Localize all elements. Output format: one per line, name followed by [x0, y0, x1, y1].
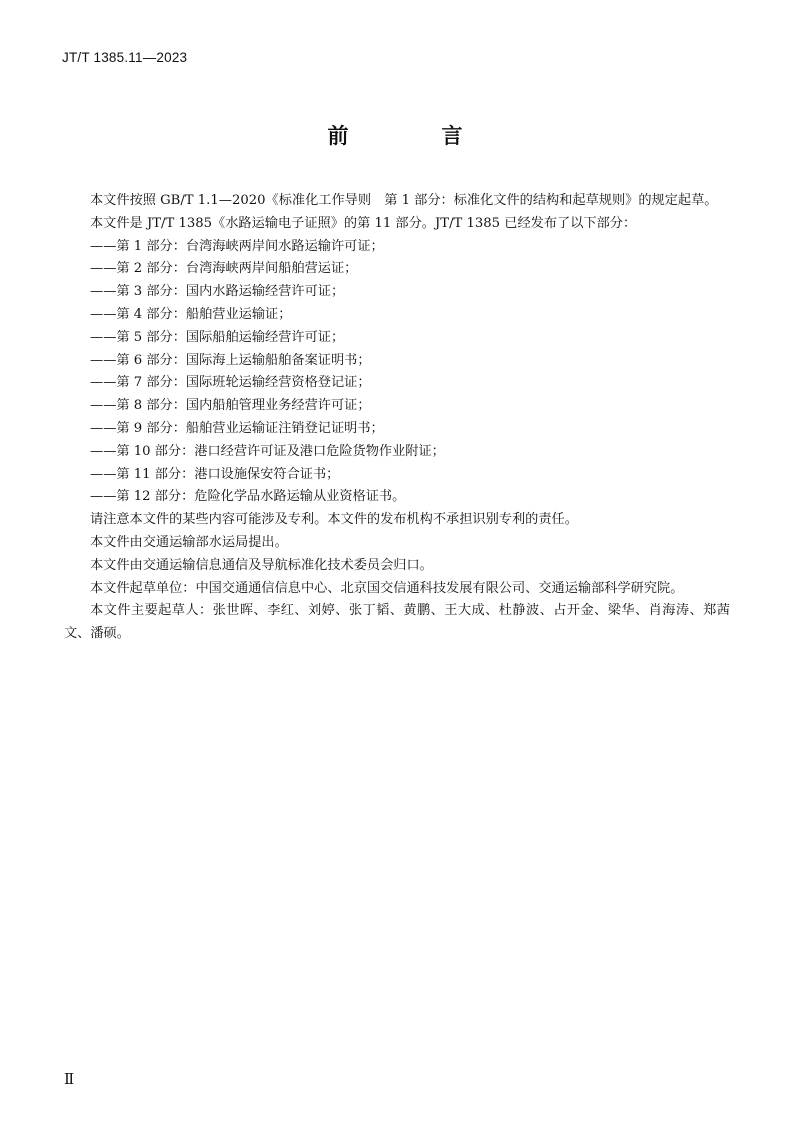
- paragraph-patent-notice: 请注意本文件的某些内容可能涉及专利。本文件的发布机构不承担识别专利的责任。: [90, 512, 578, 528]
- list-item-part-12: ——第 12 部分：危险化学品水路运输从业资格证书。: [90, 489, 406, 505]
- list-item-part-6: ——第 6 部分：国际海上运输船舶备案证明书；: [90, 352, 371, 368]
- paragraph-series-intro: 本文件是 JT/T 1385《水路运输电子证照》的第 11 部分。JT/T 1385 已经发布了以下部分：: [90, 215, 637, 231]
- paragraph-proposed-by: 本文件由交通运输部水运局提出。: [90, 534, 288, 550]
- page-title: 前 言: [327, 124, 499, 148]
- list-item-part-7: ——第 7 部分：国际班轮运输经营资格登记证；: [90, 375, 371, 391]
- list-item-part-11: ——第 11 部分：港口设施保安符合证书；: [90, 466, 340, 482]
- paragraph-drafting-rules: 本文件按照 GB/T 1.1—2020《标准化工作导则 第 1 部分：标准化文件的结构和起草规则》的规定起草。: [90, 193, 718, 208]
- list-item-part-1: ——第 1 部分：台湾海峡两岸间水路运输许可证；: [90, 238, 384, 254]
- document-body: [64, 190, 730, 646]
- paragraph-drafters: 本文件主要起草人：张世晖、李红、刘婷、张丁韬、黄鹏、王大成、杜静波、占开金、梁华、肖海涛、郑茜文、潘硕。: [64, 603, 730, 642]
- paragraph-drafting-units: 本文件起草单位：中国交通通信信息中心、北京国交信通科技发展有限公司、交通运输部科学研究院。: [90, 580, 684, 596]
- list-item-part-4: ——第 4 部分：船舶营业运输证；: [90, 306, 292, 322]
- paragraph-administered-by: 本文件由交通运输信息通信及导航标准化技术委员会归口。: [90, 557, 433, 573]
- standard-code: JT/T 1385.11—2023: [62, 50, 188, 65]
- list-item-part-5: ——第 5 部分：国际船舶运输经营许可证；: [90, 329, 345, 345]
- list-item-part-10: ——第 10 部分：港口经营许可证及港口危险货物作业附证；: [90, 443, 445, 459]
- list-item-part-8: ——第 8 部分：国内船舶管理业务经营许可证；: [90, 398, 371, 414]
- list-item-part-9: ——第 9 部分：船舶营业运输证注销登记证明书；: [90, 420, 384, 436]
- list-item-part-2: ——第 2 部分：台湾海峡两岸间船舶营运证；: [90, 261, 358, 277]
- list-item-part-3: ——第 3 部分：国内水路运输经营许可证；: [90, 284, 345, 300]
- page-number: Ⅱ: [64, 1070, 75, 1088]
